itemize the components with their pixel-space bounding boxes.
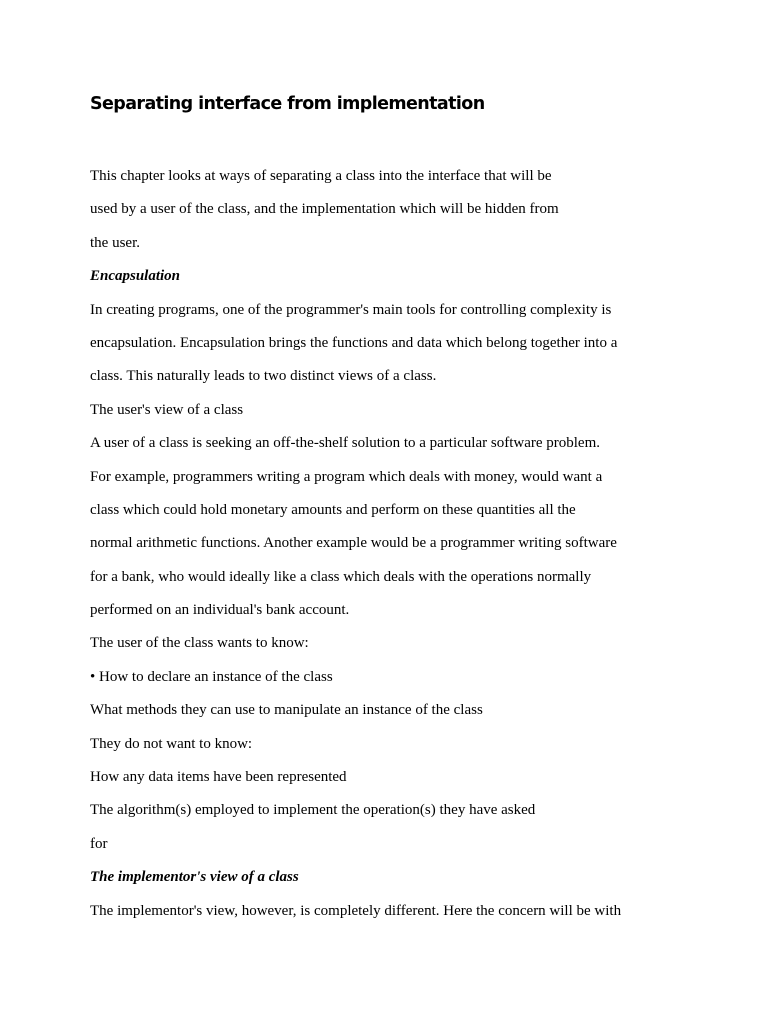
- document-body: [90, 160, 690, 928]
- paragraph-line: The implementor's view, however, is completely different. Here the concern will be with: [90, 902, 622, 919]
- section-heading-encapsulation: Encapsulation: [90, 268, 181, 285]
- paragraph-line: They do not want to know:: [90, 735, 253, 752]
- paragraph-line: used by a user of the class, and the implementation which will be hidden from: [90, 201, 559, 218]
- paragraph-line: performed on an individual's bank account.: [90, 602, 350, 619]
- list-item: What methods they can use to manipulate an instance of the class: [90, 702, 483, 719]
- list-item: The algorithm(s) employed to implement the operation(s) they have asked: [90, 802, 536, 819]
- paragraph-line: This chapter looks at ways of separating a class into the interface that will be: [90, 168, 552, 184]
- paragraph-line: A user of a class is seeking an off-the-shelf solution to a particular software problem.: [90, 435, 600, 452]
- paragraph-line: The user of the class wants to know:: [90, 635, 309, 652]
- subheading-users-view: The user's view of a class: [90, 401, 244, 418]
- list-item: How any data items have been represented: [90, 769, 347, 786]
- paragraph-line: In creating programs, one of the programmer's main tools for controlling complexity is: [90, 301, 612, 318]
- paragraph-line: for a bank, who would ideally like a class which deals with the operations normally: [90, 568, 592, 585]
- paragraph-line: encapsulation. Encapsulation brings the functions and data which belong together into a: [90, 334, 618, 351]
- document-title: Separating interface from implementation: [90, 94, 485, 114]
- list-item: for: [90, 835, 108, 852]
- paragraph-line: normal arithmetic functions. Another example would be a programmer writing software: [90, 535, 617, 552]
- section-heading-implementors-view: The implementor's view of a class: [90, 869, 299, 886]
- bullet-item: • How to declare an instance of the class: [90, 668, 333, 685]
- paragraph-line: For example, programmers writing a program which deals with money, would want a: [90, 468, 603, 485]
- paragraph-line: the user.: [90, 234, 140, 251]
- paragraph-line: class. This naturally leads to two distinct views of a class.: [90, 368, 437, 385]
- paragraph-line: class which could hold monetary amounts and perform on these quantities all the: [90, 501, 576, 518]
